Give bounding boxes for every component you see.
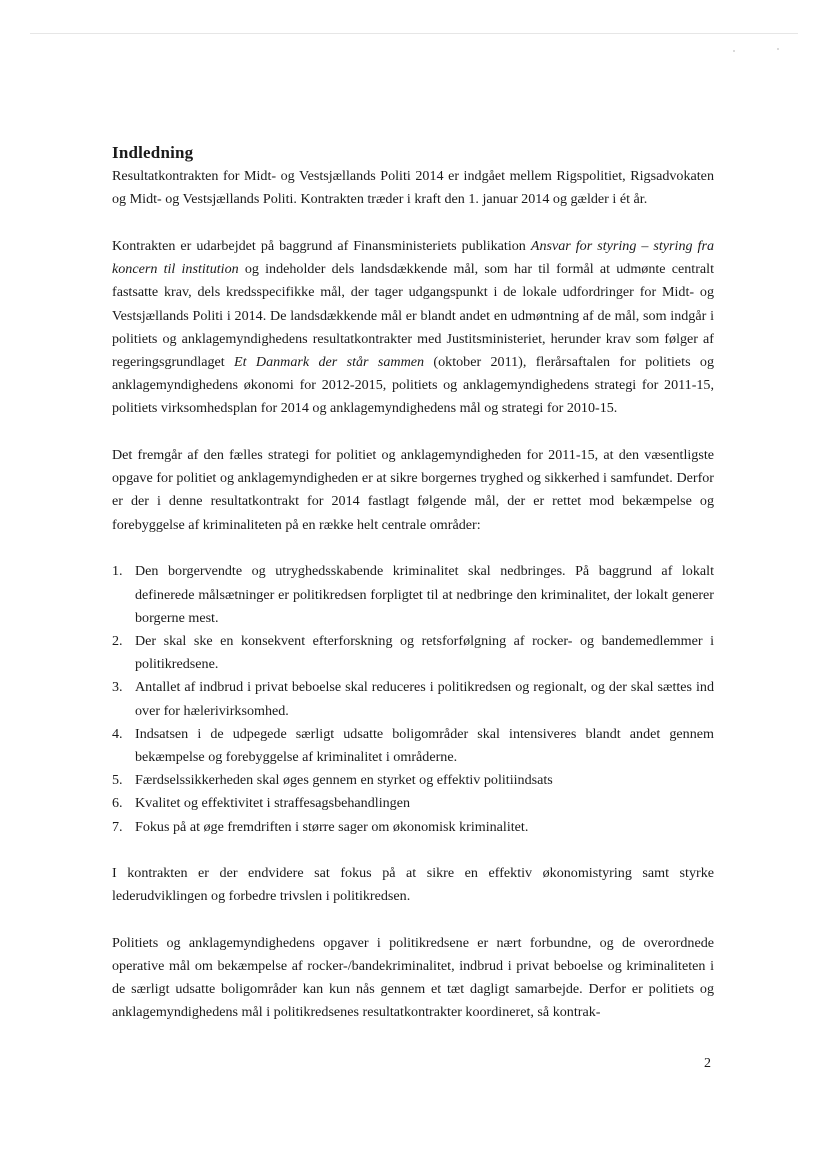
goals-list [112, 560, 714, 838]
list-item-number: 5. [112, 772, 123, 789]
list-item-number: 7. [112, 818, 123, 835]
section-heading: Indledning [112, 143, 194, 162]
list-item-number: 6. [112, 795, 123, 812]
list-item-text: Der skal ske en konsekvent efterforskning og retsforfølgning af rocker- og bandemedlemmer i politikredsene. [135, 632, 714, 673]
list-item-text: Indsatsen i de udpegede særligt udsatte boligområder skal intensiveres blandt andet gennem bekæmpelse og forebyggelse af kriminalitet i områderne. [135, 725, 714, 765]
scan-edge-line [30, 33, 798, 34]
paragraph-intro: Resultatkontrakten for Midt- og Vestsjællands Politi 2014 er indgået mellem Rigspolitiet, Rigsadvokaten og Midt- og Vestsjællands Politi. Kontrakten træder i kraft den 1. januar 2014 og gælder i ét år. [112, 168, 714, 208]
list-item [112, 723, 714, 769]
publication-title: Ansvar for styring – styring fra koncern til institution [112, 237, 714, 278]
list-item-number: 4. [112, 725, 123, 742]
paragraph-strategy: Det fremgår af den fælles strategi for politiet og anklagemyndigheden for 2011-15, at den væsentligste opgave for politiet og anklagemyndigheden er at sikre borgernes tryghed og sikkerhed i samfundet. Derfor er der i denne resultatkontrakt for 2014 fastlagt følgende mål, der er rettet mod bekæmpelse og forebyggelse af kriminaliteten på en række helt centrale områder: [112, 447, 714, 533]
page-number: 2 [704, 1056, 711, 1071]
government-platform-title: Et Danmark der står sammen [234, 353, 425, 370]
list-item-text: Den borgervendte og utryghedsskabende kriminalitet skal nedbringes. På baggrund af lokalt definerede målsætninger er politikredsen forpligtet til at nedbringe den kriminalitet, der lokalt generer borgerne mest. [135, 563, 714, 626]
list-item-text: Fokus på at øge fremdriften i større sager om økonomisk kriminalitet. [135, 818, 529, 835]
paragraph-text: Kontrakten er udarbejdet på baggrund af Finansministeriets publikation [112, 237, 531, 254]
list-item-text: Kvalitet og effektivitet i straffesagsbehandlingen [135, 795, 411, 812]
list-item-number: 3. [112, 679, 123, 696]
list-item [112, 560, 714, 630]
paragraph-focus: I kontrakten er der endvidere sat fokus på at sikre en effektiv økonomistyring samt styrke lederudviklingen og forbedre trivslen i politikredsen. [112, 864, 714, 904]
paragraph-text: og indeholder dels landsdækkende mål, som har til formål at udmønte centralt fastsatte krav, dels kredsspecifikke mål, der tager udgangspunkt i de lokale udfordringer for Midt- og Vestsjællands Politi i 2014. De landsdækkende mål er blandt andet en udmøntning af de mål, som indgår i politiets og anklagemyndighedens resultatkontrakter med Justitsministeriet, herunder krav som følger af regeringsgrundlaget [112, 261, 714, 370]
list-item-number: 1. [112, 563, 123, 580]
paragraph-background [112, 235, 714, 421]
list-item-text: Færdselssikkerheden skal øges gennem en styrket og effektiv politiindsats [135, 772, 553, 789]
list-item [112, 630, 714, 676]
list-item-number: 2. [112, 632, 123, 649]
list-item-text: Antallet af indbrud i privat beboelse skal reduceres i politikredsen og regionalt, og der skal sættes ind over for hælerivirksomhed. [135, 679, 714, 719]
list-item [112, 676, 714, 722]
paragraph-text: (oktober 2011), flerårsaftalen for politiets og anklagemyndighedens økonomi for 2012-2015, politiets og anklagemyndighedens strategi for 2011-15, politiets virksomhedsplan for 2014 og anklagemyndighedens mål og strategi for 2010-15. [112, 353, 714, 417]
scan-speck [777, 48, 779, 50]
list-item [112, 792, 714, 815]
scan-speck [733, 50, 735, 52]
list-item [112, 769, 714, 792]
list-item [112, 816, 714, 839]
paragraph-cooperation: Politiets og anklagemyndighedens opgaver i politikredsene er nært forbundne, og de overordnede operative mål om bekæmpelse af rocker-/bandekriminalitet, indbrud i privat beboelse og kriminaliteten i de særligt udsatte boligområder kan kun nås gennem et tæt dagligt samarbejde. Derfor er politiets og anklagemyndighedens mål i politikredsenes resultatkontrakter koordineret, så kontrak- [112, 934, 714, 1021]
document-body [112, 142, 714, 1048]
